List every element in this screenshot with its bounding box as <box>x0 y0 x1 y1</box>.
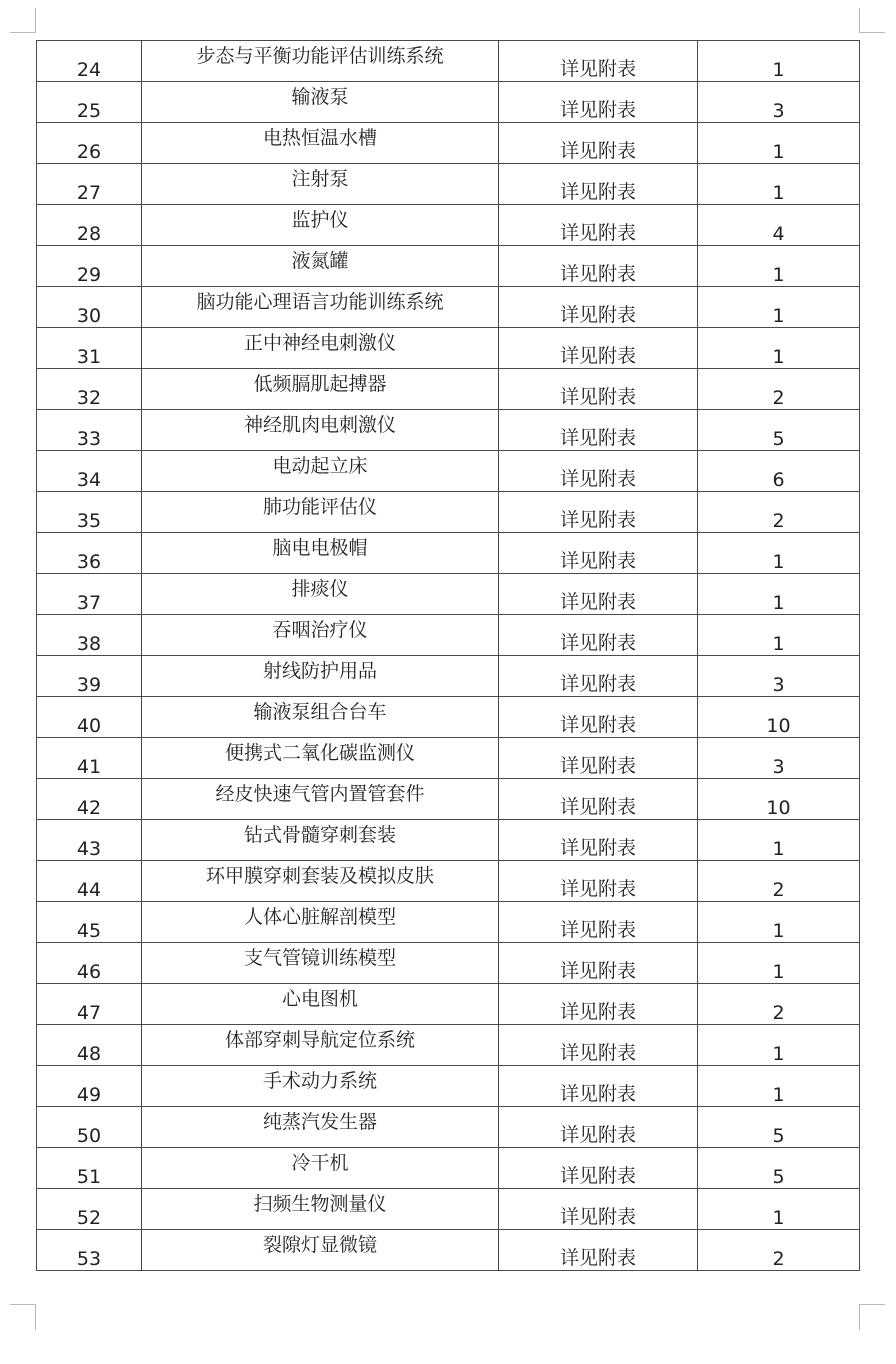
quantity-cell: 1 <box>698 1066 860 1107</box>
table-row <box>37 861 860 902</box>
row-number-cell: 37 <box>37 574 142 615</box>
spec-reference-cell: 详见附表 <box>499 697 698 738</box>
quantity-cell: 5 <box>698 410 860 451</box>
equipment-table-body <box>37 41 860 1271</box>
table-row <box>37 943 860 984</box>
table-row <box>37 697 860 738</box>
table-row <box>37 1025 860 1066</box>
spec-reference-cell: 详见附表 <box>499 328 698 369</box>
spec-reference-cell: 详见附表 <box>499 246 698 287</box>
quantity-cell: 3 <box>698 738 860 779</box>
item-name-cell: 冷干机 <box>142 1148 499 1189</box>
quantity-cell: 1 <box>698 164 860 205</box>
spec-reference-cell: 详见附表 <box>499 1230 698 1271</box>
spec-reference-cell: 详见附表 <box>499 738 698 779</box>
row-number-cell: 36 <box>37 533 142 574</box>
spec-reference-cell: 详见附表 <box>499 861 698 902</box>
row-number-cell: 26 <box>37 123 142 164</box>
table-row <box>37 779 860 820</box>
table-row <box>37 328 860 369</box>
spec-reference-cell: 详见附表 <box>499 779 698 820</box>
row-number-cell: 34 <box>37 451 142 492</box>
table-row <box>37 533 860 574</box>
quantity-cell: 2 <box>698 861 860 902</box>
item-name-cell: 电热恒温水槽 <box>142 123 499 164</box>
item-name-cell: 神经肌肉电刺激仪 <box>142 410 499 451</box>
item-name-cell: 裂隙灯显微镜 <box>142 1230 499 1271</box>
item-name-cell: 输液泵组合台车 <box>142 697 499 738</box>
item-name-cell: 扫频生物测量仪 <box>142 1189 499 1230</box>
spec-reference-cell: 详见附表 <box>499 902 698 943</box>
row-number-cell: 38 <box>37 615 142 656</box>
spec-reference-cell: 详见附表 <box>499 369 698 410</box>
item-name-cell: 步态与平衡功能评估训练系统 <box>142 41 499 82</box>
item-name-cell: 经皮快速气管内置管套件 <box>142 779 499 820</box>
quantity-cell: 3 <box>698 656 860 697</box>
spec-reference-cell: 详见附表 <box>499 1025 698 1066</box>
table-row <box>37 1189 860 1230</box>
quantity-cell: 10 <box>698 697 860 738</box>
quantity-cell: 1 <box>698 902 860 943</box>
table-row <box>37 738 860 779</box>
quantity-cell: 1 <box>698 246 860 287</box>
spec-reference-cell: 详见附表 <box>499 943 698 984</box>
spec-reference-cell: 详见附表 <box>499 82 698 123</box>
table-row <box>37 410 860 451</box>
item-name-cell: 液氮罐 <box>142 246 499 287</box>
spec-reference-cell: 详见附表 <box>499 820 698 861</box>
quantity-cell: 2 <box>698 369 860 410</box>
item-name-cell: 纯蒸汽发生器 <box>142 1107 499 1148</box>
quantity-cell: 4 <box>698 205 860 246</box>
spec-reference-cell: 详见附表 <box>499 164 698 205</box>
table-row <box>37 574 860 615</box>
item-name-cell: 脑电电极帽 <box>142 533 499 574</box>
quantity-cell: 1 <box>698 287 860 328</box>
row-number-cell: 30 <box>37 287 142 328</box>
row-number-cell: 39 <box>37 656 142 697</box>
spec-reference-cell: 详见附表 <box>499 287 698 328</box>
row-number-cell: 46 <box>37 943 142 984</box>
table-row <box>37 492 860 533</box>
row-number-cell: 50 <box>37 1107 142 1148</box>
crop-mark-top-right-horizontal <box>859 32 885 33</box>
table-row <box>37 1230 860 1271</box>
row-number-cell: 48 <box>37 1025 142 1066</box>
row-number-cell: 31 <box>37 328 142 369</box>
spec-reference-cell: 详见附表 <box>499 656 698 697</box>
item-name-cell: 钻式骨髓穿刺套装 <box>142 820 499 861</box>
spec-reference-cell: 详见附表 <box>499 1189 698 1230</box>
spec-reference-cell: 详见附表 <box>499 574 698 615</box>
row-number-cell: 53 <box>37 1230 142 1271</box>
spec-reference-cell: 详见附表 <box>499 615 698 656</box>
spec-reference-cell: 详见附表 <box>499 410 698 451</box>
table-row <box>37 164 860 205</box>
table-row <box>37 123 860 164</box>
crop-mark-bottom-right-horizontal <box>859 1304 885 1305</box>
quantity-cell: 2 <box>698 492 860 533</box>
item-name-cell: 排痰仪 <box>142 574 499 615</box>
equipment-table <box>36 40 860 1271</box>
item-name-cell: 体部穿刺导航定位系统 <box>142 1025 499 1066</box>
table-row <box>37 287 860 328</box>
quantity-cell: 1 <box>698 1025 860 1066</box>
row-number-cell: 41 <box>37 738 142 779</box>
spec-reference-cell: 详见附表 <box>499 451 698 492</box>
quantity-cell: 1 <box>698 615 860 656</box>
quantity-cell: 10 <box>698 779 860 820</box>
row-number-cell: 49 <box>37 1066 142 1107</box>
quantity-cell: 2 <box>698 1230 860 1271</box>
quantity-cell: 5 <box>698 1148 860 1189</box>
row-number-cell: 42 <box>37 779 142 820</box>
crop-mark-top-right-vertical <box>859 8 860 33</box>
row-number-cell: 27 <box>37 164 142 205</box>
table-row <box>37 902 860 943</box>
item-name-cell: 脑功能心理语言功能训练系统 <box>142 287 499 328</box>
row-number-cell: 24 <box>37 41 142 82</box>
table-row <box>37 984 860 1025</box>
table-row <box>37 656 860 697</box>
spec-reference-cell: 详见附表 <box>499 205 698 246</box>
row-number-cell: 32 <box>37 369 142 410</box>
table-row <box>37 246 860 287</box>
item-name-cell: 电动起立床 <box>142 451 499 492</box>
row-number-cell: 45 <box>37 902 142 943</box>
quantity-cell: 5 <box>698 1107 860 1148</box>
quantity-cell: 1 <box>698 328 860 369</box>
quantity-cell: 1 <box>698 41 860 82</box>
crop-mark-bottom-right-vertical <box>859 1304 860 1330</box>
item-name-cell: 监护仪 <box>142 205 499 246</box>
crop-mark-bottom-left-horizontal <box>10 1304 36 1305</box>
table-row <box>37 451 860 492</box>
quantity-cell: 1 <box>698 1189 860 1230</box>
spec-reference-cell: 详见附表 <box>499 984 698 1025</box>
item-name-cell: 正中神经电刺激仪 <box>142 328 499 369</box>
item-name-cell: 输液泵 <box>142 82 499 123</box>
row-number-cell: 47 <box>37 984 142 1025</box>
row-number-cell: 44 <box>37 861 142 902</box>
crop-mark-bottom-left-vertical <box>35 1304 36 1330</box>
row-number-cell: 28 <box>37 205 142 246</box>
quantity-cell: 1 <box>698 533 860 574</box>
spec-reference-cell: 详见附表 <box>499 1107 698 1148</box>
quantity-cell: 1 <box>698 574 860 615</box>
item-name-cell: 环甲膜穿刺套装及模拟皮肤 <box>142 861 499 902</box>
item-name-cell: 肺功能评估仪 <box>142 492 499 533</box>
item-name-cell: 便携式二氧化碳监测仪 <box>142 738 499 779</box>
table-row <box>37 41 860 82</box>
item-name-cell: 低频膈肌起搏器 <box>142 369 499 410</box>
table-row <box>37 369 860 410</box>
row-number-cell: 35 <box>37 492 142 533</box>
item-name-cell: 注射泵 <box>142 164 499 205</box>
spec-reference-cell: 详见附表 <box>499 41 698 82</box>
row-number-cell: 33 <box>37 410 142 451</box>
row-number-cell: 40 <box>37 697 142 738</box>
quantity-cell: 6 <box>698 451 860 492</box>
table-row <box>37 82 860 123</box>
table-row <box>37 1148 860 1189</box>
item-name-cell: 射线防护用品 <box>142 656 499 697</box>
quantity-cell: 1 <box>698 943 860 984</box>
spec-reference-cell: 详见附表 <box>499 1148 698 1189</box>
table-row <box>37 1107 860 1148</box>
row-number-cell: 29 <box>37 246 142 287</box>
crop-mark-top-left-vertical <box>35 8 36 33</box>
quantity-cell: 1 <box>698 123 860 164</box>
item-name-cell: 人体心脏解剖模型 <box>142 902 499 943</box>
row-number-cell: 25 <box>37 82 142 123</box>
quantity-cell: 3 <box>698 82 860 123</box>
item-name-cell: 手术动力系统 <box>142 1066 499 1107</box>
spec-reference-cell: 详见附表 <box>499 492 698 533</box>
table-row <box>37 205 860 246</box>
item-name-cell: 心电图机 <box>142 984 499 1025</box>
table-row <box>37 820 860 861</box>
table-row <box>37 615 860 656</box>
quantity-cell: 1 <box>698 820 860 861</box>
row-number-cell: 51 <box>37 1148 142 1189</box>
spec-reference-cell: 详见附表 <box>499 533 698 574</box>
spec-reference-cell: 详见附表 <box>499 1066 698 1107</box>
row-number-cell: 43 <box>37 820 142 861</box>
quantity-cell: 2 <box>698 984 860 1025</box>
item-name-cell: 支气管镜训练模型 <box>142 943 499 984</box>
spec-reference-cell: 详见附表 <box>499 123 698 164</box>
row-number-cell: 52 <box>37 1189 142 1230</box>
crop-mark-top-left-horizontal <box>10 32 36 33</box>
table-row <box>37 1066 860 1107</box>
item-name-cell: 吞咽治疗仪 <box>142 615 499 656</box>
